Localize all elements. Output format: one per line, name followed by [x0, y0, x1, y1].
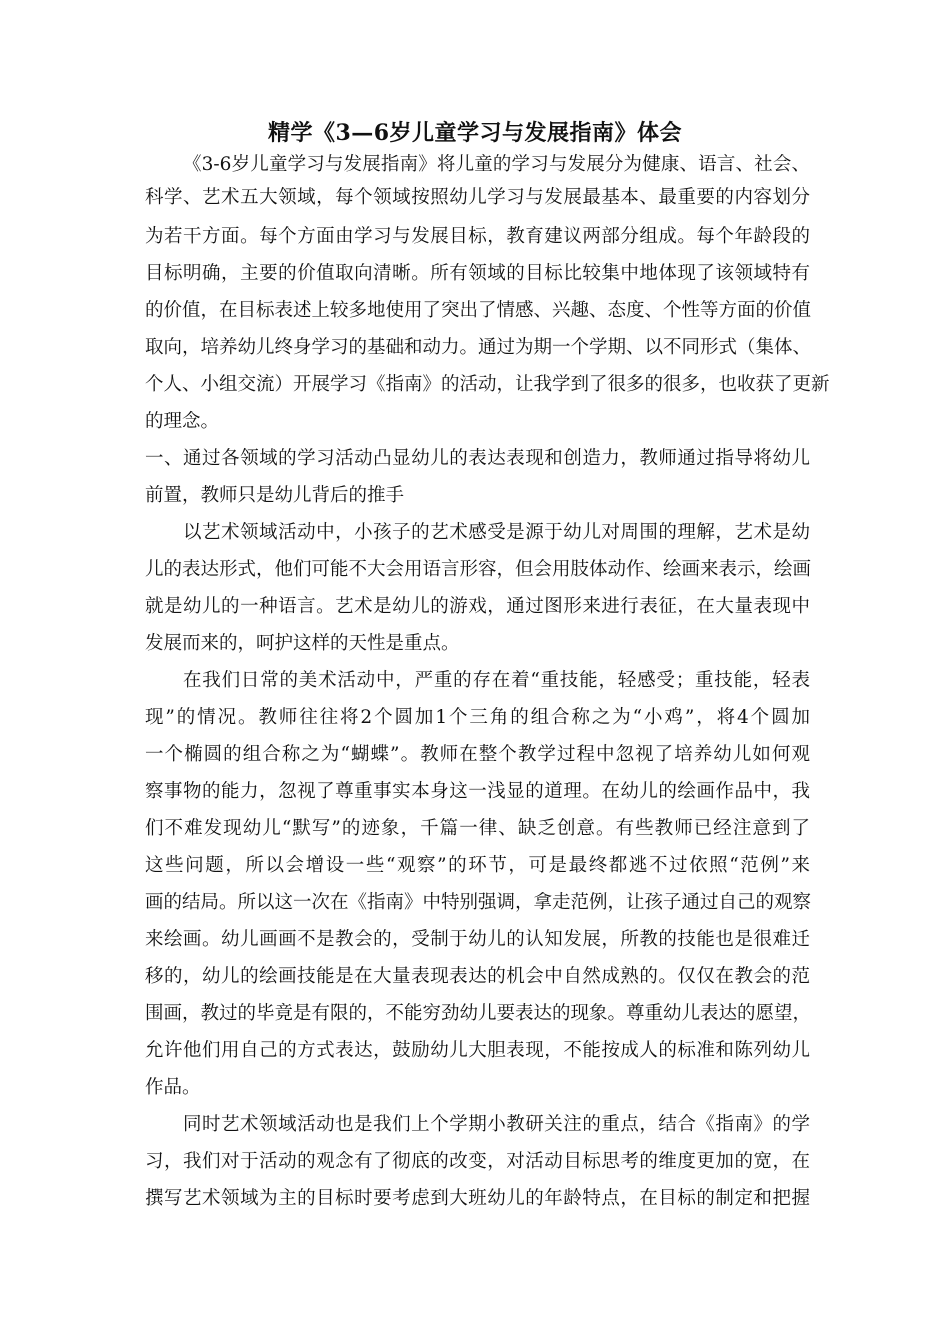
paragraph-line: 一个椭圆的组合称之为“蝴蝶”。教师在整个教学过程中忽视了培养幼儿如何观 — [145, 744, 810, 765]
paragraph-line: 《3-6岁儿童学习与发展指南》将儿童的学习与发展分为健康、语言、社会、 — [183, 154, 810, 175]
paragraph-line: 同时艺术领域活动也是我们上个学期小教研关注的重点，结合《指南》的学 — [183, 1114, 810, 1135]
paragraph-line: 允许他们用自己的方式表达，鼓励幼儿大胆表现，不能按成人的标准和陈列幼儿 — [145, 1040, 810, 1061]
section-heading-line: 一、通过各领域的学习活动凸显幼儿的表达表现和创造力，教师通过指导将幼儿 — [145, 448, 810, 469]
paragraph-line: 撰写艺术领域为主的目标时要考虑到大班幼儿的年龄特点，在目标的制定和把握 — [145, 1188, 810, 1209]
paragraph-line: 察事物的能力，忽视了尊重事实本身这一浅显的道理。在幼儿的绘画作品中，我 — [145, 781, 810, 802]
paragraph-line: 就是幼儿的一种语言。艺术是幼儿的游戏，通过图形来进行表征，在大量表现中 — [145, 596, 810, 617]
paragraph-line: 作品。 — [145, 1077, 201, 1098]
paragraph-line: 这些问题，所以会增设一些“观察”的环节，可是最终都逃不过依照“范例”来 — [145, 855, 810, 876]
paragraph-line: 习，我们对于活动的观念有了彻底的改变，对活动目标思考的维度更加的宽，在 — [145, 1151, 810, 1172]
paragraph-line: 为若干方面。每个方面由学习与发展目标，教育建议两部分组成。每个年龄段的 — [145, 226, 810, 247]
paragraph-line: 目标明确，主要的价值取向清晰。所有领域的目标比较集中地体现了该领域特有 — [145, 263, 810, 284]
paragraph-line: 的价值，在目标表述上较多地使用了突出了情感、兴趣、态度、个性等方面的价值 — [145, 300, 812, 321]
paragraph-line: 取向，培养幼儿终身学习的基础和动力。通过为期一个学期、以不同形式（集体、 — [145, 337, 812, 358]
paragraph-line: 现”的情况。教师往往将2个圆加1个三角的组合称之为“小鸡”，将4个圆加 — [145, 707, 810, 728]
paragraph-line: 科学、艺术五大领域，每个领域按照幼儿学习与发展最基本、最重要的内容划分 — [145, 187, 810, 208]
paragraph-line: 们不难发现幼儿“默写”的迹象，千篇一律、缺乏创意。有些教师已经注意到了 — [145, 818, 810, 839]
paragraph-line: 的理念。 — [145, 411, 220, 432]
paragraph-line: 画的结局。所以这一次在《指南》中特别强调，拿走范例，让孩子通过自己的观察 — [145, 892, 812, 913]
paragraph-line: 在我们日常的美术活动中，严重的存在着“重技能，轻感受；重技能，轻表 — [183, 670, 810, 691]
section-heading-line: 前置，教师只是幼儿背后的推手 — [145, 485, 405, 506]
paragraph-line: 发展而来的，呵护这样的天性是重点。 — [145, 633, 460, 654]
paragraph-line: 以艺术领域活动中，小孩子的艺术感受是源于幼儿对周围的理解，艺术是幼 — [183, 522, 810, 543]
paragraph-line: 围画，教过的毕竟是有限的，不能穷劲幼儿要表达的现象。尊重幼儿表达的愿望， — [145, 1003, 812, 1024]
paragraph-line: 来绘画。幼儿画画不是教会的，受制于幼儿的认知发展，所教的技能也是很难迁 — [145, 929, 810, 950]
document-title: 精学《3—6岁儿童学习与发展指南》体会 — [267, 120, 683, 146]
paragraph-line: 个人、小组交流）开展学习《指南》的活动，让我学到了很多的很多，也收获了更新 — [145, 374, 830, 395]
paragraph-line: 儿的表达形式，他们可能不大会用语言形容，但会用肢体动作、绘画来表示，绘画 — [145, 559, 812, 580]
paragraph-line: 移的，幼儿的绘画技能是在大量表现表达的机会中自然成熟的。仅仅在教会的范 — [145, 966, 810, 987]
